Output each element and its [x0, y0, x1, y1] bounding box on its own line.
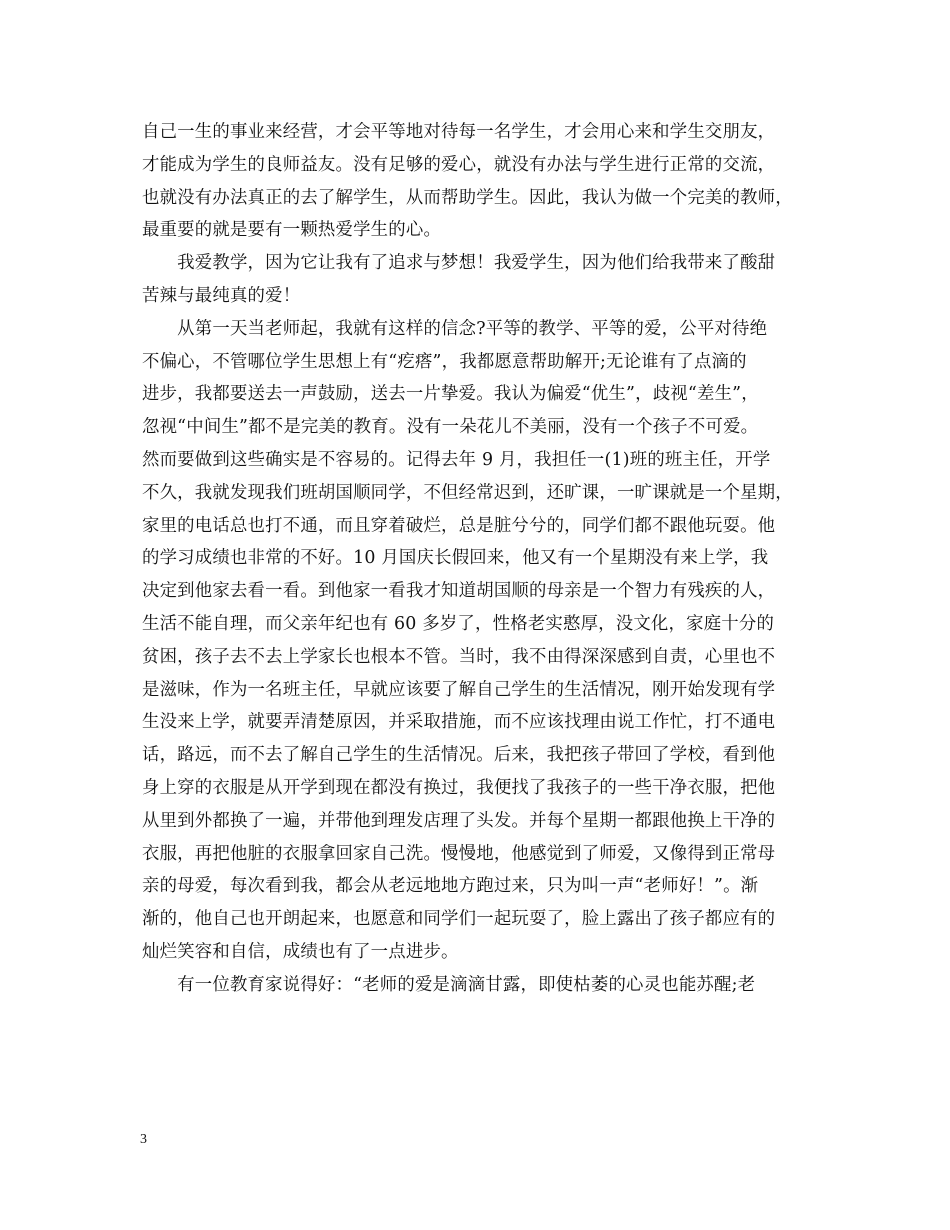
text-line: 决定到他家去看一看。到他家一看我才知道胡国顺的母亲是一个智力有残疾的人，: [142, 581, 776, 602]
text-line: 身上穿的衣服是从开学到现在都没有换过，我便找了我孩子的一些干净衣服，把他: [142, 777, 776, 798]
text-line: 不久，我就发现我们班胡国顺同学，不但经常迟到，还旷课，一旷课就是一个星期，: [142, 482, 793, 503]
text-line: 从第一天当老师起，我就有这样的信念?平等的教学、平等的爱，公平对待绝: [142, 318, 768, 339]
page-number: 3: [140, 1132, 147, 1147]
text-line: 不偏心，不管哪位学生思想上有“疙瘩”，我都愿意帮助解开;无论谁有了点滴的: [142, 351, 747, 372]
text-line: 生活不能自理，而父亲年纪也有 60 多岁了，性格老实憨厚，没文化，家庭十分的: [142, 613, 775, 634]
text-line: 有一位教育家说得好：“老师的爱是滴滴甘露，即使枯萎的心灵也能苏醒;老: [142, 974, 756, 995]
text-line: 进步，我都要送去一声鼓励，送去一片挚爱。我认为偏爱“优生”，歧视“差生”，: [142, 384, 759, 405]
text-line: 是滋味，作为一名班主任，早就应该要了解自己学生的生活情况，刚开始发现有学: [142, 679, 776, 700]
text-line: 家里的电话总也打不通，而且穿着破烂，总是脏兮兮的，同学们都不跟他玩耍。他: [142, 515, 776, 536]
text-line: 自己一生的事业来经营，才会平等地对待每一名学生，才会用心来和学生交朋友，: [142, 122, 776, 142]
text-line: 也就没有办法真正的去了解学生，从而帮助学生。因此，我认为做一个完美的教师，: [142, 187, 793, 208]
body-text: [142, 116, 814, 1002]
text-line: 我爱教学，因为它让我有了追求与梦想！我爱学生，因为他们给我带来了酸甜: [142, 253, 776, 274]
text-line: 的学习成绩也非常的不好。10 月国庆长假回来，他又有一个星期没有来上学，我: [142, 548, 769, 569]
text-line: 话，路远，而不去了解自己学生的生活情况。后来，我把孩子带回了学校，看到他: [142, 745, 776, 766]
text-line: 苦辣与最纯真的爱！: [142, 285, 301, 306]
text-line: 忽视“中间生”都不是完美的教育。没有一朵花儿不美丽，没有一个孩子不可爱。: [142, 417, 759, 438]
text-line: 亲的母爱，每次看到我，都会从老远地地方跑过来，只为叫一声“老师好！”。渐: [142, 876, 759, 897]
text-line: 最重要的就是要有一颗热爱学生的心。: [142, 220, 442, 241]
text-line: 才能成为学生的良师益友。没有足够的爱心，就没有办法与学生进行正常的交流，: [142, 154, 776, 175]
text-line: 衣服，再把他脏的衣服拿回家自己洗。慢慢地，他感觉到了师爱，又像得到正常母: [142, 843, 776, 864]
text-line: 渐的，他自己也开朗起来，也愿意和同学们一起玩耍了，脸上露出了孩子都应有的: [142, 909, 776, 930]
text-line: 从里到外都换了一遍，并带他到理发店理了头发。并每个星期一都跟他换上干净的: [142, 810, 776, 831]
text-line: 然而要做到这些确实是不容易的。记得去年 9 月，我担任一(1)班的班主任，开学: [142, 449, 771, 470]
text-line: 贫困，孩子去不去上学家长也根本不管。当时，我不由得深深感到自责，心里也不: [142, 646, 776, 667]
text-line: 生没来上学，就要弄清楚原因，并采取措施，而不应该找理由说工作忙，打不通电: [142, 712, 776, 733]
text-line: 灿烂笑容和自信，成绩也有了一点进步。: [142, 941, 459, 962]
